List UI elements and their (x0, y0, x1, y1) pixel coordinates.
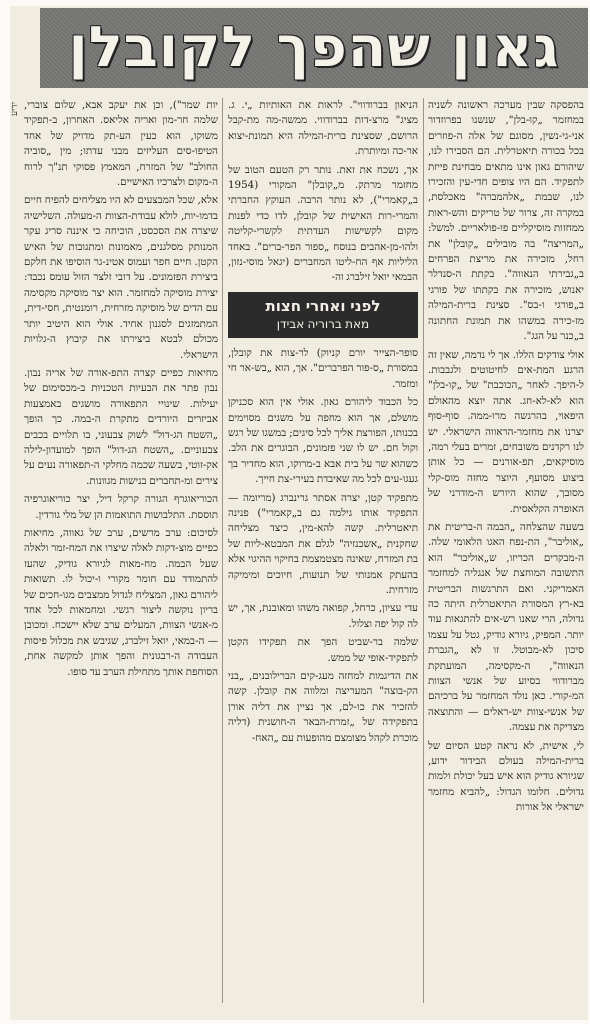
article-column-left (24, 98, 218, 1013)
paragraph: לסיכום: ערב מרשים, ערב של גאווה, מחיאות כפיים מוצ-דקות לאלה שיצרו את המח-זמר ולאלה שעל הבמה. מח-מאות לגיורא גודיק, שהעז להתמודד עם חומר מקורי ו-יכול לו. תשואות ליהורם גאון, המצליח לגדול ממצבים מגו-חכים של בריון נוקשה ליצור רגשי. ומחמאות לכל אחד מ-אנשי הצוות, המעלים ערב שלא יישכח. ומכובן — ה-במאי, יואל זילברג, שגיבש את מכלול פיסות העבודה ה-רבגונית והפך אותן למקשה אחת, הסוחפת אותך מתחילת הערב עד סופו. (24, 526, 218, 678)
paragraph: אולי צודקים הללו. אך לי נדמה, שאין זה הרגע המת-אים לחיטוטים ולגבבות. ל-היפך. לאחר „הכוכבת" של „קו-בלן" הוא לא-לא-חג. אתה יוצא מהאולם היפאוי, בהרגשה מרו-ממה. סוף-סוף יצרנו את מחזמר-הראווה הישראלי. יש לנו רקדנים משובחים, זמרים בעלי רמה, מוסיקאים, תפ-אורנים — כל אותן ביצוע מסועף, היוצר מחזה מוס-קלי מסובך, שהוא היורש ה-מודרני של האופרה הקלאסית. (428, 348, 584, 515)
column-title: לפני ואחרי חצות (265, 296, 381, 315)
paragraph: אלא, שכל המבצעים לא היו מצליחים להפיח חיים בדמו-יות, לולא עבודת-הצוות ה-מעולה. השלישיה שיצרה את הסכסט, הוכיחה כי איננה סריג עקר המנותק מסלגנים, מאמונות ומתגובות של האיש הקטן. חיים חפר ועמוס אטינ-גר הוסיפו את חלקם ביצירת הפזמונים. על דובי זלצר הזול עומס נכבד: יצירת מוסיקה למחזמר. הוא יצר מוסיקה מקסימה עם הדים של מוסיקה מזרחית, רומנטית, חסי-דית, המתמזגים לסגנון אחיד. אולי הוא היטיב יותר מכולם לבטא ביצירתו את קיבוץ ה-גלויות הישראלי. (24, 194, 218, 361)
newspaper-clipping (10, 6, 588, 1020)
paragraph: הכוריאוגרף הגורה קרקל דיל, יצר כוריאוגרפיה תוססת. התלבושות התואמות הן של מלי גורדין. (24, 493, 218, 521)
author-byline: מאת ברוריה אבידן (276, 316, 370, 331)
paragraph: עדי עציון, כרחל, קפואה משהו ומאובנת, אך, יש לה קול יפה וצלול. (228, 602, 418, 630)
paragraph: יות שמר"), וכן את יעקב אבא, שלום צוברי, שלמה חר-מון ואריה אליאס. האחרון, ב-תפקיד משוקו, הוא כעין הע-תק מדויק של אחד הטיפו-סים העליזים מבני עדתו; מין „סוביה החולב" של המזרח, המאמץ פסוקי תנ"ך לרוח ה-מקום ולצרכיו האישיים. (24, 99, 218, 189)
paragraph: את הדיגמות למחזה מעג-קים הברילובנים, „בני הק-בוצה" המעריצה ומלווה את קובלן. קשה להזכיר את כו-לם, אך נציין את דליה אורן בתפקידה של „זמרת-הבאר ה-חושנית (דליה מוכרת לקהל מצומצם מהופעות עם „האח- (228, 670, 418, 744)
column-divider (222, 98, 223, 1003)
column-title-box (228, 292, 418, 338)
paragraph: שלמה בר-שביט הפך את תפקידו הקטן לתפקיד-אופי של ממש. (228, 636, 418, 664)
column-divider (423, 98, 424, 1003)
paragraph: בשעה שהצלחה „הבמה ה-בריטית את „אוליבר", הת-נפח האגו הלאומי שלה. ה-מבקרים הכריזו, ש„אוליבר" הוא התשובה המוחצת של אנגליה למחזמר האמריקני. ואם התרגשות הבריטית בא-רץ המסורת התיאטרלית היתה כה גדולה, הרי שאנו רש-אים להתגאות עוד יותר. המפיק, גיורא גודיק, גטל על עצמו סיכון לא-מבוטל. זו לא „הגברת הנאווה", ה-מקסימה, המועתקת מברודווי בסיוע של אנשי הצוות המ-קורי. כאן נולד המחזמר על ברכיהם של אנשי-צוות יש-ראלים — והתוצאה מצדיקה את עצמה. (428, 520, 584, 734)
paragraph: אך, נשכח את זאת. נותר רק הטעם הטוב של מחזמר מרתק. מ„קובלן" המקורי (1954 ב„קאמרי"), לא נותר הרבה. העוקץ החברתי והמרי-רות האישית של קובלן, לדו כדי לפנות מקום לקשישות העדתית לקשרי-קליטה ולהו-מן-אהבים בנוסח „ספור הפר-ברים". באחד הליליות אף הח-ליטו המחברים (יגאל מוסי-נזון, הבמאי יואל זילברג וה- (228, 163, 418, 284)
paragraph: בהפסקה שבין מערכה ראשונה לשניה במחזמר „קוּ-בלן", שנשנו בפרוזדור אני-גי-נשין, מסוגם של אלה ה-פוזרים בכל בכורה תיאטרלית. הם הסבירו לנו, שיהורם גאון אינו מתאים מבחינת פייזת לתפקיד. הם היו צופים חדי-עין והזכירו לנו, שבמת „אלהמברה" מאכלסת, במקרה זה, צרור של טריקים והש-ראות ממחזות מוסיקליים פו-פולאריים. למשל: „המריצה" בה מובילים „קובלן" את רחל, מזכירה את מריצת הפרחים ב„גבירתי הנאווה". בקתת ה-סנדלר יאנוש, מזכירה את בקתתו של פורגי ב„פורגי ו-בס". סצינת ברית-המילה מז-כירה במשהו את תמונת החתונה ב„כנר על הגג". (428, 99, 584, 343)
paragraph: מתפקיד קטן, יצרה אסתר גרינברג (מריומה — התפקיד אותו גילמה גם ב„קאמרי") פנינה תיאטרלית. קשה להא-מין, כיצד מצליחה שחקנית „אשכנזיה" לגלם את המבטא-ליות של בת המזרח, שאינה מצטמצמת בחיקוי ההיגוי אלא בהעתק אמנותי של תנועות, חיוכים ומימיקה מזרחית. (228, 491, 418, 596)
article-column-middle (228, 98, 418, 1013)
margin-note: ידיע (10, 101, 20, 116)
headline: גאון שהפך לקובלן (68, 15, 560, 80)
paragraph: הניאון בברודווי". לראות את האותיות „י. ג. מציג" מרצ-דות בברודווי. ממשה-מה מת-קבל הרושם, שסצינת ברית-המילה היא תמונת-יצוא אר-כה ומיותרת. (228, 99, 418, 158)
paragraph: לי, אישית, לא נראה קטע הסיום של ברית-המילה בעולם הבידור ידוע, שגיורא גודיק הוא איש בעל יכולת ולמות גדולים. חלומו הגדול: „להביא מחזמר ישראלי אל אורות (428, 739, 584, 814)
paragraph: מחיאות כפיים קצרה התפ-אורה של אריה נבון. נבון פתר את הבעיות הטכניות ב-מכסימום של יעילות. שינויי התפאורה מושגים באמצעות אביזרים היורדים מתקרת ה-במה. כך הופך „השטח הג-דול" לשוק צבעוני, בו תלויים בכבים צבעוניים. „השטח הג-דול" הופך למועדון-לילה אק-זוטי, בשעה שכמה מחלקי ה-תפאורה נעים על צירים ומ-תחברים בנישות מגוונות. (24, 366, 218, 487)
headline-banner (40, 8, 588, 88)
paragraph: כל הכבוד ליהורם גאון. אולי אין הוא סכניקן מושלם, אך הוא מחפה על משגים מסוימים בכנותו, הפורצת אליך לכל סיגים; במשגו של רגש וקול חם. יש לו שני פזמונים, הבוגרים את הלב. כשהוא שר על בית אבא ב-מרוקו, הוא מחדיר בך געגו-עים לכל מה שאיבדת בעירי-צת חייך. (228, 396, 418, 486)
paragraph: סופר-הצייר יורם קניוק) לר-צות את קובלן, במסורת „ס-פור הפרברים". אך, הוא „בש-אר חי ומזמר. (228, 346, 418, 390)
article-column-right (428, 98, 584, 1013)
